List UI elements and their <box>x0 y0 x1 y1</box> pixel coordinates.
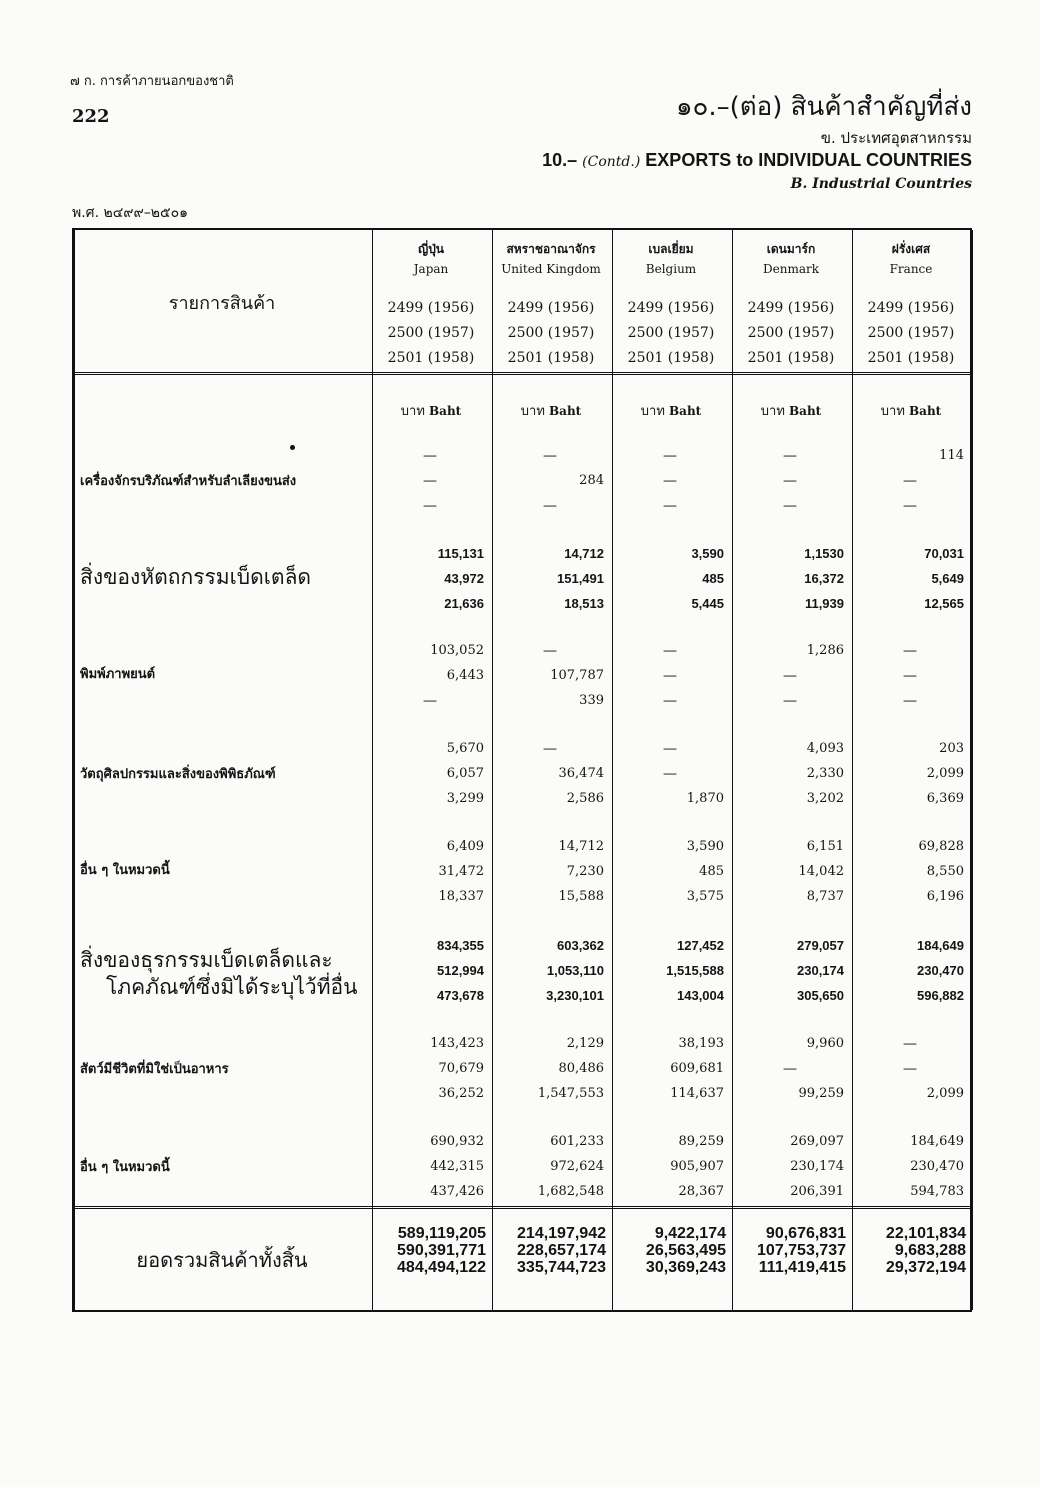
row-label: เครื่องจักรบริภัณฑ์สำหรับลำเลียงขนส่ง <box>80 474 297 489</box>
unit-label <box>492 400 610 421</box>
year-label: 2499 (1956) <box>507 300 595 316</box>
table-cell: 31,472 <box>438 864 484 879</box>
column-rule <box>970 230 973 1310</box>
table-cell: 5,649 <box>931 571 964 586</box>
year-label: 2499 (1956) <box>867 300 955 316</box>
unit-thai: บาท <box>520 404 550 419</box>
total-value: 589,119,205 <box>397 1225 486 1242</box>
total-value: 30,369,243 <box>645 1259 726 1276</box>
table-cell: 6,057 <box>446 766 484 781</box>
row-label-line1: สิ่งของธุรกรรมเบ็ดเตล็ดและ <box>80 948 333 972</box>
table-cell: 36,474 <box>558 766 604 781</box>
table-cell: — <box>663 693 677 709</box>
table-cell: 230,470 <box>917 963 964 978</box>
table-cell: 14,712 <box>564 546 604 561</box>
country-name-thai: เดนมาร์ก <box>766 242 816 256</box>
table-cell: 69,828 <box>918 839 964 854</box>
table-cell: — <box>783 1061 797 1077</box>
table-cell: 70,679 <box>438 1061 484 1076</box>
year-label: 2501 (1958) <box>867 350 955 366</box>
table-cell: 12,565 <box>924 596 964 611</box>
country-name-english: Japan <box>413 262 449 276</box>
page-number: 222 <box>72 106 110 127</box>
table-cell: 38,193 <box>678 1036 724 1051</box>
table-cell: — <box>663 643 677 659</box>
country-name-english: France <box>889 262 933 276</box>
table-cell: 127,452 <box>677 938 724 953</box>
country-name-english: Denmark <box>763 262 819 276</box>
total-value: 214,197,942 <box>517 1225 606 1242</box>
header-rule <box>72 372 972 375</box>
table-cell: — <box>663 766 677 782</box>
table-cell: 594,783 <box>910 1184 964 1199</box>
table-cell: — <box>903 498 917 514</box>
exports-table <box>72 228 972 1312</box>
country-header-france <box>852 240 970 276</box>
table-cell: 8,737 <box>806 889 844 904</box>
year-label: 2501 (1958) <box>747 350 835 366</box>
table-cell: 2,099 <box>926 766 964 781</box>
table-cell: — <box>903 643 917 659</box>
table-cell: 6,369 <box>926 791 964 806</box>
table-cell: 834,355 <box>437 938 484 953</box>
table-cell: — <box>783 448 797 464</box>
country-header-denmark <box>732 240 850 276</box>
table-cell: — <box>423 473 437 489</box>
table-cell: — <box>663 498 677 514</box>
country-header-japan <box>372 240 490 276</box>
column-rule <box>72 230 75 1310</box>
table-cell: 2,330 <box>806 766 844 781</box>
table-cell: 6,443 <box>446 668 484 683</box>
table-cell: — <box>783 473 797 489</box>
year-range: พ.ศ. ๒๔๙๙–๒๕๐๑ <box>72 205 189 221</box>
table-cell: 18,337 <box>438 889 484 904</box>
year-label: 2500 (1957) <box>507 325 595 341</box>
title-en-contd: (Contd.) <box>582 154 641 170</box>
table-cell: 269,097 <box>790 1134 844 1149</box>
table-cell: — <box>663 741 677 757</box>
table-cell: — <box>903 473 917 489</box>
total-value: 26,563,495 <box>645 1242 726 1259</box>
table-cell: 2,099 <box>926 1086 964 1101</box>
table-cell: 3,590 <box>691 546 724 561</box>
year-label: 2500 (1957) <box>747 325 835 341</box>
table-cell: 6,151 <box>806 839 844 854</box>
unit-english: Baht <box>789 404 822 418</box>
table-cell: — <box>903 1036 917 1052</box>
table-cell: 5,445 <box>691 596 724 611</box>
table-cell: 485 <box>702 571 724 586</box>
table-cell: 184,649 <box>910 1134 964 1149</box>
table-cell: 5,670 <box>446 741 484 756</box>
table-cell: — <box>663 448 677 464</box>
unit-english: Baht <box>549 404 582 418</box>
table-cell: 4,093 <box>806 741 844 756</box>
table-cell: 3,575 <box>686 889 724 904</box>
unit-english: Baht <box>909 404 942 418</box>
total-value: 590,391,771 <box>397 1242 486 1259</box>
table-cell: 143,004 <box>677 988 724 1003</box>
subtitle-thai: ข. ประเทศอุตสาหกรรม <box>820 129 972 147</box>
table-cell: 2,129 <box>566 1036 604 1051</box>
column-rule <box>732 230 733 1310</box>
table-cell: 3,590 <box>686 839 724 854</box>
table-cell: 99,259 <box>798 1086 844 1101</box>
table-cell: 206,391 <box>790 1184 844 1199</box>
table-cell: 284 <box>579 473 604 488</box>
table-cell: 230,470 <box>910 1159 964 1174</box>
row-label: อื่น ๆ ในหมวดนี้ <box>80 863 170 878</box>
unit-english: Baht <box>429 404 462 418</box>
total-value: 111,419,415 <box>758 1259 846 1276</box>
row-label <box>80 947 372 1001</box>
unit-english: Baht <box>669 404 702 418</box>
table-cell: 89,259 <box>678 1134 724 1149</box>
table-cell: — <box>903 693 917 709</box>
unit-label <box>732 400 850 421</box>
table-cell: — <box>543 498 557 514</box>
section-header: ๗ ก. การค้าภายนอกของชาติ <box>70 74 234 89</box>
table-cell: 103,052 <box>430 643 484 658</box>
total-value: 29,372,194 <box>885 1259 966 1276</box>
table-cell: — <box>423 448 437 464</box>
table-cell: 203 <box>939 741 964 756</box>
table-cell: 603,362 <box>557 938 604 953</box>
year-label: 2500 (1957) <box>867 325 955 341</box>
table-cell: 70,031 <box>924 546 964 561</box>
table-cell: — <box>783 693 797 709</box>
year-label: 2501 (1958) <box>387 350 475 366</box>
table-cell: 279,057 <box>797 938 844 953</box>
year-label: 2500 (1957) <box>387 325 475 341</box>
total-value: 484,494,122 <box>397 1259 486 1276</box>
table-cell: — <box>663 473 677 489</box>
table-cell: — <box>423 498 437 514</box>
table-cell: 690,932 <box>430 1134 484 1149</box>
table-cell: 43,972 <box>444 571 484 586</box>
total-rule <box>72 1206 972 1209</box>
subtitle-english: B. Industrial Countries <box>790 176 972 192</box>
table-cell: 485 <box>699 864 724 879</box>
total-value: 90,676,831 <box>765 1225 846 1242</box>
table-cell: 143,423 <box>430 1036 484 1051</box>
year-label: 2501 (1958) <box>507 350 595 366</box>
table-cell: 36,252 <box>438 1086 484 1101</box>
bullet-dot <box>290 445 295 450</box>
table-cell: 1,682,548 <box>537 1184 604 1199</box>
table-cell: 473,678 <box>437 988 484 1003</box>
country-name-thai: เบลเยี่ยม <box>648 242 694 256</box>
title-thai: ๑๐.–(ต่อ) สินค้าสำคัญที่ส่ง <box>675 92 972 122</box>
total-label: ยอดรวมสินค้าทั้งสิ้น <box>136 1248 308 1272</box>
country-name-english: United Kingdom <box>501 262 601 276</box>
unit-thai: บาท <box>400 404 430 419</box>
total-value: 9,683,288 <box>894 1242 966 1259</box>
table-cell: 28,367 <box>678 1184 724 1199</box>
country-name-thai: ญี่ปุ่น <box>417 242 445 256</box>
table-cell: 1,1530 <box>804 546 844 561</box>
row-label-line2: โภคภัณฑ์ซึ่งมิได้ระบุไว้ที่อื่น <box>106 975 358 999</box>
country-name-thai: ฝรั่งเศส <box>891 242 931 256</box>
table-cell: — <box>783 498 797 514</box>
unit-thai: บาท <box>640 404 670 419</box>
table-cell: 596,882 <box>917 988 964 1003</box>
country-name-thai: สหราชอาณาจักร <box>506 242 596 256</box>
table-cell: — <box>903 1061 917 1077</box>
table-cell: — <box>423 693 437 709</box>
unit-label <box>372 400 490 421</box>
column-rule <box>612 230 613 1310</box>
table-cell: 11,939 <box>804 596 844 611</box>
year-label: 2499 (1956) <box>627 300 715 316</box>
table-cell: 512,994 <box>437 963 484 978</box>
table-cell: 8,550 <box>926 864 964 879</box>
unit-label <box>852 400 970 421</box>
column-rule <box>492 230 493 1310</box>
country-name-english: Belgium <box>645 262 697 276</box>
table-cell: 6,196 <box>926 889 964 904</box>
table-cell: 230,174 <box>797 963 844 978</box>
total-value: 107,753,737 <box>757 1242 846 1259</box>
table-cell: 972,624 <box>550 1159 604 1174</box>
unit-thai: บาท <box>760 404 790 419</box>
table-cell: 7,230 <box>566 864 604 879</box>
total-value: 9,422,174 <box>654 1225 726 1242</box>
total-value: 22,101,834 <box>885 1225 966 1242</box>
table-cell: 2,586 <box>566 791 604 806</box>
table-cell: 437,426 <box>430 1184 484 1199</box>
table-cell: 14,712 <box>558 839 604 854</box>
table-cell: 609,681 <box>670 1061 724 1076</box>
table-cell: 3,202 <box>806 791 844 806</box>
table-cell: 1,053,110 <box>546 963 604 978</box>
table-cell: 114 <box>939 448 964 463</box>
year-label: 2499 (1956) <box>387 300 475 316</box>
table-cell: 115,131 <box>437 546 484 561</box>
table-cell: 3,230,101 <box>546 988 604 1003</box>
table-cell: 1,515,588 <box>666 963 724 978</box>
table-cell: 21,636 <box>444 596 484 611</box>
table-cell: 230,174 <box>790 1159 844 1174</box>
table-cell: 601,233 <box>550 1134 604 1149</box>
table-cell: — <box>663 668 677 684</box>
table-cell: 442,315 <box>430 1159 484 1174</box>
table-cell: 1,547,553 <box>537 1086 604 1101</box>
year-label: 2499 (1956) <box>747 300 835 316</box>
table-cell: — <box>543 741 557 757</box>
table-cell: 305,650 <box>797 988 844 1003</box>
unit-label <box>612 400 730 421</box>
table-cell: 184,649 <box>917 938 964 953</box>
table-cell: — <box>543 643 557 659</box>
row-label: อื่น ๆ ในหมวดนี้ <box>80 1160 170 1175</box>
country-header-belgium <box>612 240 730 276</box>
country-header-united-kingdom <box>492 240 610 276</box>
title-en-prefix: 10.– <box>542 150 578 170</box>
table-cell: 114,637 <box>670 1086 724 1101</box>
row-label: สิ่งของหัตถกรรมเบ็ดเตล็ด <box>80 565 312 589</box>
table-cell: 16,372 <box>804 571 844 586</box>
table-cell: — <box>783 668 797 684</box>
title-en-main: EXPORTS to INDIVIDUAL COUNTRIES <box>645 150 972 170</box>
table-cell: 6,409 <box>446 839 484 854</box>
year-label: 2501 (1958) <box>627 350 715 366</box>
total-value: 335,744,723 <box>517 1259 606 1276</box>
year-label: 2500 (1957) <box>627 325 715 341</box>
table-cell: 18,513 <box>564 596 604 611</box>
table-cell: 3,299 <box>446 791 484 806</box>
unit-thai: บาท <box>880 404 910 419</box>
table-cell: 9,960 <box>806 1036 844 1051</box>
row-label: วัตถุศิลปกรรมและสิ่งของพิพิธภัณฑ์ <box>80 767 276 782</box>
table-cell: 339 <box>579 693 604 708</box>
table-cell: — <box>543 448 557 464</box>
table-cell: 905,907 <box>670 1159 724 1174</box>
table-cell: 1,286 <box>806 643 844 658</box>
item-column-header: รายการสินค้า <box>168 293 276 314</box>
table-cell: 80,486 <box>558 1061 604 1076</box>
table-cell: 151,491 <box>557 571 604 586</box>
row-label: สัตว์มีชีวิตที่มิใช่เป็นอาหาร <box>80 1062 229 1077</box>
table-cell: 1,870 <box>686 791 724 806</box>
table-cell: 14,042 <box>798 864 844 879</box>
row-label: พิมพ์ภาพยนต์ <box>80 667 156 682</box>
table-cell: — <box>903 668 917 684</box>
total-value: 228,657,174 <box>517 1242 606 1259</box>
column-rule <box>852 230 853 1310</box>
table-cell: 107,787 <box>550 668 604 683</box>
column-rule <box>372 230 373 1310</box>
table-cell: 15,588 <box>558 889 604 904</box>
title-english <box>542 150 972 171</box>
